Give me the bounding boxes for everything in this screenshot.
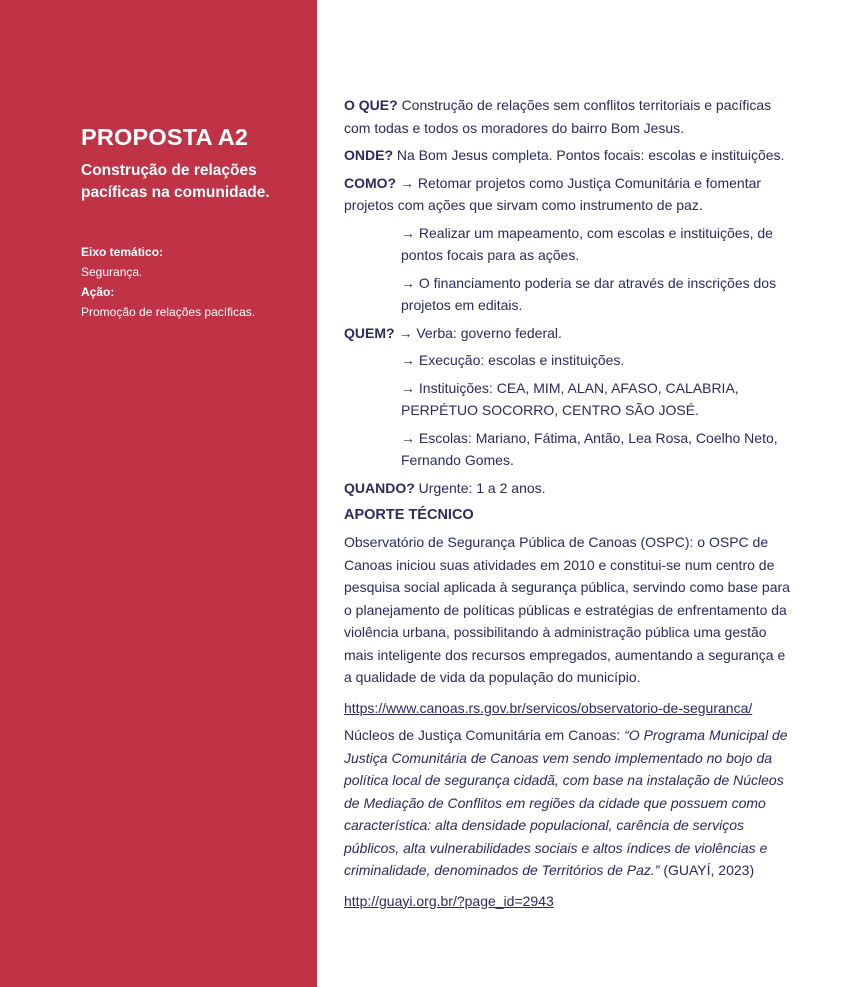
proposal-subtitle: Construção de relações pacíficas na comunidade. xyxy=(81,162,270,201)
observatorio-link[interactable]: https://www.canoas.rs.gov.br/servicos/observatorio-de-seguranca/ xyxy=(344,699,753,716)
oque-label: O QUE? xyxy=(344,97,398,113)
como-text: → Retomar projetos como Justiça Comunitária e fomentar projetos com ações que sirvam como instrumento de paz. xyxy=(344,174,762,213)
proposal-title: PROPOSTA A2 xyxy=(81,124,249,150)
aporte-paragraph: Observatório de Segurança Pública de Canoas (OSPC): o OSPC de Canoas iniciou suas atividades em 2010 e constitui-se num centro de pesquisa social aplicada à segurança pública, servindo como base para o planejamento de políticas públicas e estratégias de enfrentamento da violência urbana, possibilitando à administração pública uma gestão mais inteligente dos recursos empregados, aumentando a segurança e a qualidade de vida da população do município. xyxy=(344,534,790,685)
quando-text: Urgente: 1 a 2 anos. xyxy=(418,479,546,496)
quem-item: → Execução: escolas e instituições. xyxy=(401,352,625,368)
quem-item: → Escolas: Mariano, Fátima, Antão, Lea Rosa, Coelho Neto, Fernando Gomes. xyxy=(401,429,778,468)
quando-label: QUANDO? xyxy=(344,479,415,496)
link1-paragraph xyxy=(344,697,796,720)
eixo-value: Segurança. xyxy=(81,265,143,279)
quando-paragraph xyxy=(344,477,796,500)
nucleos-intro: Núcleos de Justiça Comunitária em Canoas: xyxy=(344,727,625,743)
oque-text: Construção de relações sem conflitos territoriais e pacíficas com todas e todos os moradores do bairro Bom Jesus. xyxy=(344,97,772,136)
nucleos-paragraph xyxy=(344,724,796,882)
onde-text: Na Bom Jesus completa. Pontos focais: escolas e instituições. xyxy=(396,147,785,163)
quem-item: → Instituições: CEA, MIM, ALAN, AFASO, CALABRIA, PERPÉTUO SOCORRO, CENTRO SÃO JOSÉ. xyxy=(401,379,739,418)
quem-label: QUEM? xyxy=(344,324,395,341)
como-paragraph xyxy=(344,172,796,217)
onde-paragraph xyxy=(344,144,796,167)
acao-label: Ação: xyxy=(81,285,115,299)
aporte-heading: APORTE TÉCNICO xyxy=(344,507,474,523)
como-item: → Realizar um mapeamento, com escolas e instituições, de pontos focais para as ações. xyxy=(401,224,773,263)
como-item: → O financiamento poderia se dar através de inscrições dos projetos em editais. xyxy=(401,274,777,313)
main-content xyxy=(344,94,796,917)
oque-paragraph xyxy=(344,94,796,139)
proposal-meta xyxy=(81,242,255,322)
guayi-link[interactable]: http://guayi.org.br/?page_id=2943 xyxy=(344,892,554,909)
nucleos-quote: “O Programa Municipal de Justiça Comunitária de Canoas vem sendo implementado no bojo da política local de segurança cidadã, com base na instalação de Núcleos de Mediação de Conflitos em regiões da cidade que possuem como característica: alta densidade populacional, carência de serviços públicos, alta vulnerabilidades sociais e altos índices de violências e criminalidade, denominados de Territórios de Paz.” xyxy=(344,727,788,878)
eixo-label: Eixo temático: xyxy=(81,245,164,259)
link2-paragraph xyxy=(344,890,796,913)
nucleos-cite: (GUAYÍ, 2023) xyxy=(659,862,755,878)
acao-value: Promoção de relações pacíficas. xyxy=(81,305,256,319)
onde-label: ONDE? xyxy=(344,147,393,163)
quem-paragraph xyxy=(344,322,796,345)
como-label: COMO? xyxy=(344,174,397,191)
sidebar-panel xyxy=(0,0,317,987)
quem-text: → Verba: governo federal. xyxy=(398,324,562,341)
